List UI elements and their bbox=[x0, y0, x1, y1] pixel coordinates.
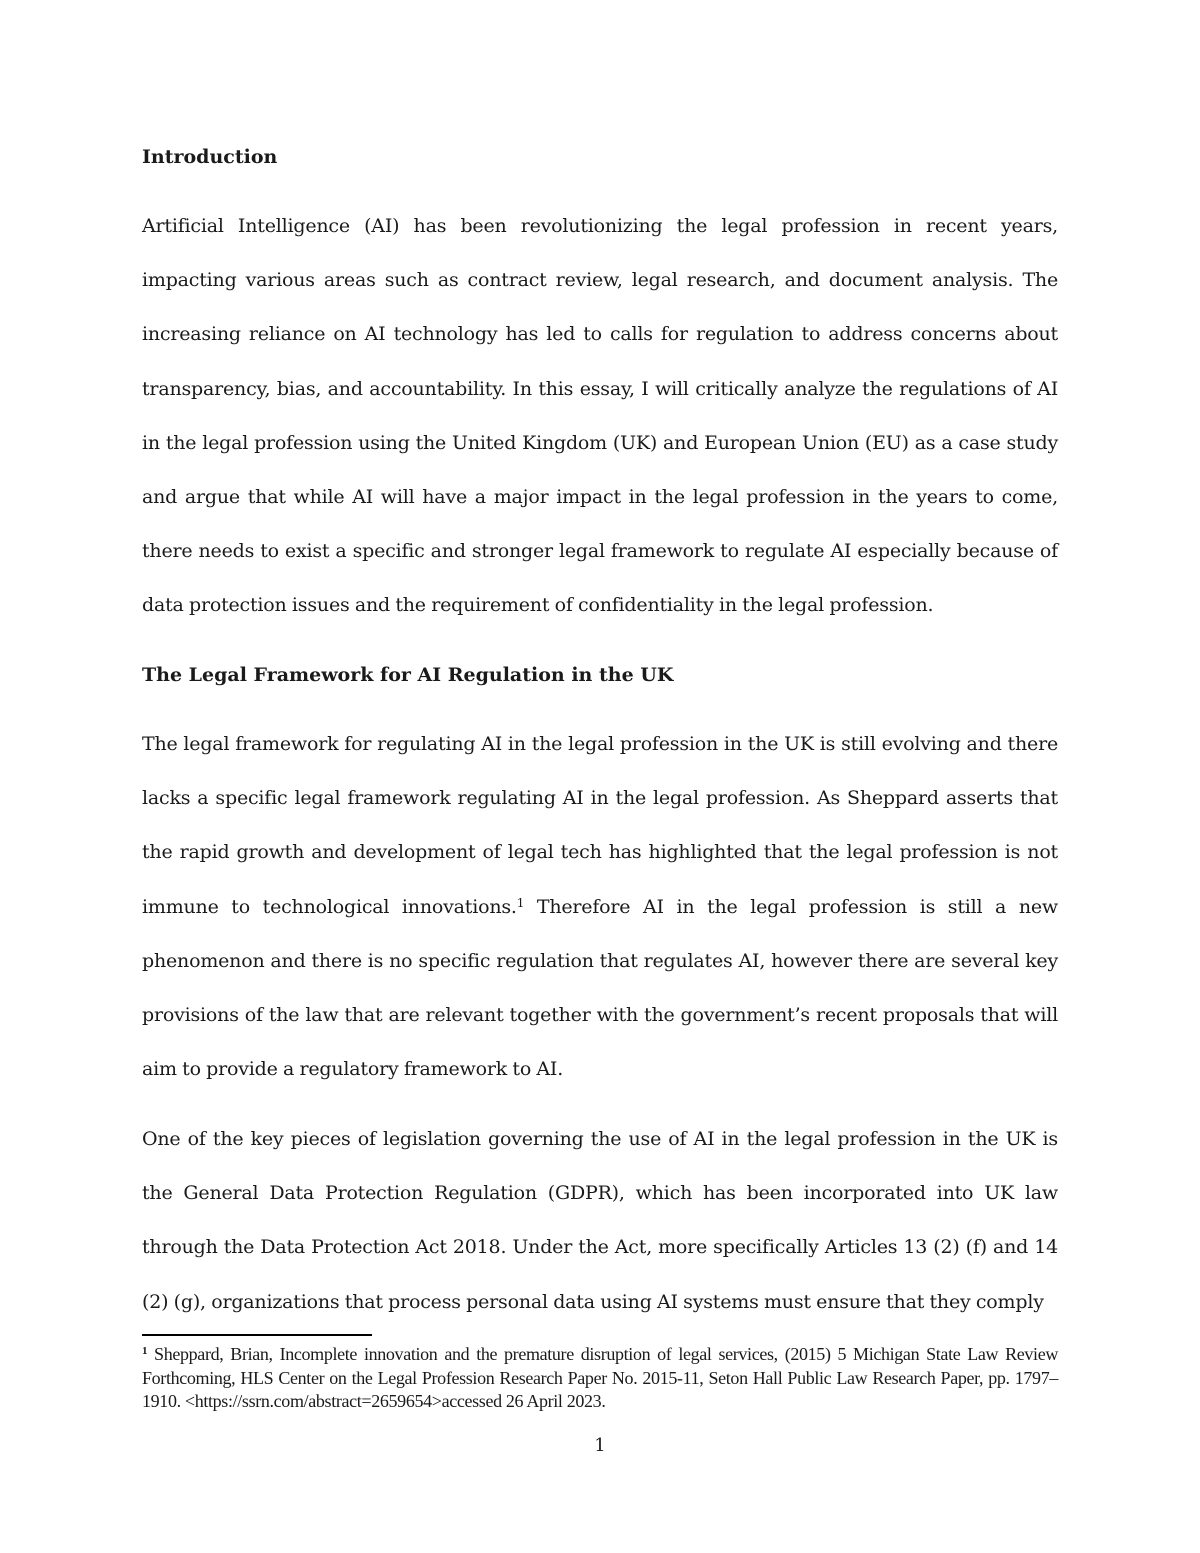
footnote bbox=[142, 1343, 1058, 1414]
paragraph-uk-framework-1-part-b: Therefore AI in the legal profession is still a new phenomenon and there is no specific regulation that regulates AI, however there are several key provisions of the law that are relevant together with the government’s recent proposals that will aim to provide a regulatory framework to AI. bbox=[142, 895, 1058, 1081]
document-page bbox=[142, 0, 1058, 1553]
heading-introduction: Introduction bbox=[142, 146, 278, 168]
paragraph-uk-framework-1 bbox=[142, 717, 1058, 1096]
footnote-marker: 1 bbox=[142, 1345, 148, 1357]
paragraph-introduction: Artificial Intelligence (AI) has been revolutionizing the legal profession in recent years, impacting various areas such as contract review, legal research, and document analysis. The increasing reliance on AI technology has led to calls for regulation to address concerns about transparency, bias, and accountability. In this essay, I will critically analyze the regulations of AI in the legal profession using the United Kingdom (UK) and European Union (EU) as a case study and argue that while AI will have a major impact in the legal profession in the years to come, there needs to exist a specific and stronger legal framework to regulate AI especially because of data protection issues and the requirement of confidentiality in the legal profession. bbox=[142, 215, 1058, 617]
footnote-reference[interactable]: 1 bbox=[516, 895, 525, 910]
footnote-separator bbox=[142, 1334, 372, 1336]
paragraph-uk-framework-2: One of the key pieces of legislation governing the use of AI in the legal profession in the UK is the General Data Protection Regulation (GDPR), which has been incorporated into UK law through the Data Protection Act 2018. Under the Act, more specifically Articles 13 (2) (f) and 14 (2) (g), organizations that process personal data using AI systems must ensure that they comply bbox=[142, 1128, 1058, 1313]
paragraph-uk-framework-1-part-a: The legal framework for regulating AI in the legal profession in the UK is still evolving and there lacks a specific legal framework regulating AI in the legal profession. As Sheppard asserts that the rapid growth and development of legal tech has highlighted that the legal profession is not immune to technological innovations. bbox=[142, 733, 1058, 918]
footnote-text: Sheppard, Brian, Incomplete innovation and the premature disruption of legal services, (2015) 5 Michigan State Law Review Forthcoming, HLS Center on the Legal Profession Research Paper No. 2015-11, Seton Hall Public Law Research Paper, pp. 1797–1910. <https://ssrn.com/abstract=2659654>accessed 26 April 2023. bbox=[142, 1344, 1058, 1411]
heading-uk-framework: The Legal Framework for AI Regulation in the UK bbox=[142, 664, 674, 686]
page-number: 1 bbox=[594, 1435, 606, 1456]
